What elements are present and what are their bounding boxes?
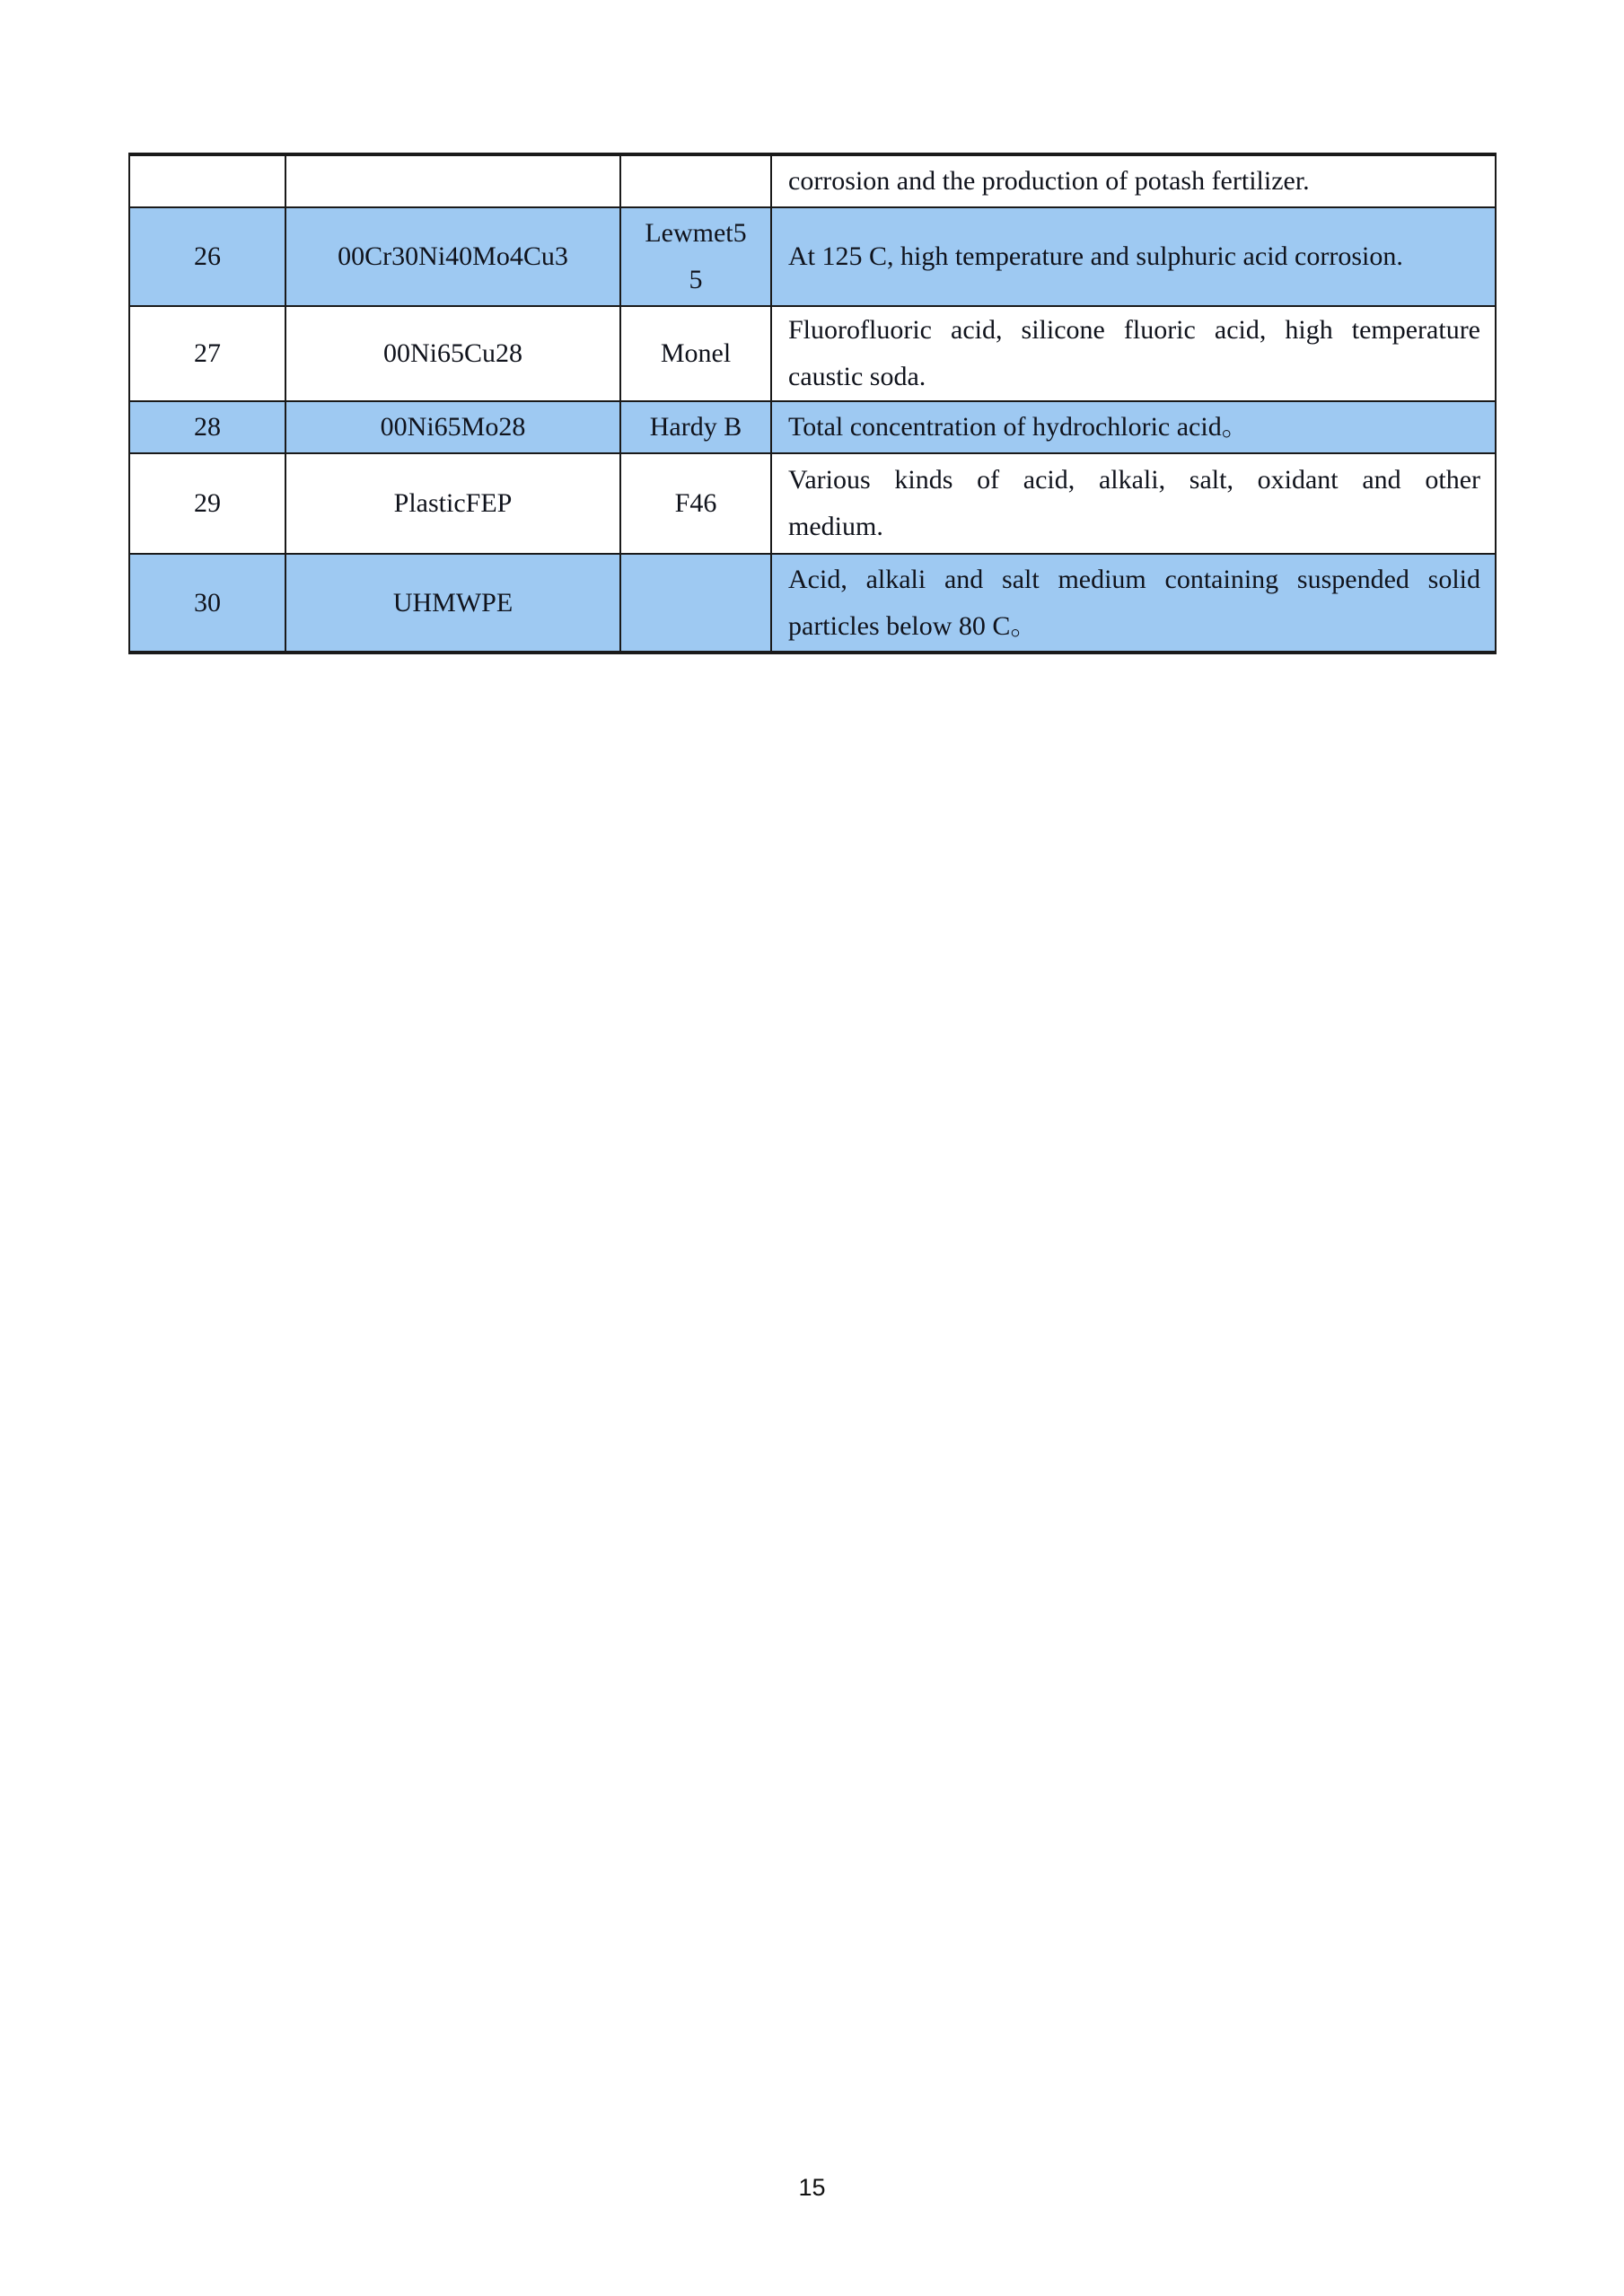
table-row [130, 452, 1495, 553]
text-line: 29 [194, 488, 221, 518]
text-line: corrosion and the production of potash fertilizer. [788, 166, 1310, 196]
cell-row-number [130, 454, 285, 553]
cell-material [285, 555, 619, 651]
text-line: particles below 80 C。 [788, 610, 1038, 641]
table-row [130, 305, 1495, 400]
text-line: 26 [194, 241, 221, 271]
cell-trade-name [619, 454, 770, 553]
text-line: PlasticFEP [393, 488, 513, 518]
cell-material [285, 454, 619, 553]
cell-row-number [130, 156, 285, 206]
cell-description [770, 307, 1495, 400]
table-row [130, 206, 1495, 305]
cell-trade-name [619, 156, 770, 206]
text-line: Lewmet5 [645, 218, 747, 248]
cell-description [770, 402, 1495, 452]
text-line: 00Ni65Mo28 [380, 412, 526, 442]
cell-description [770, 454, 1495, 553]
text-line: 28 [194, 412, 221, 442]
text-line: Various kinds of acid, alkali, salt, oxidant and other [788, 465, 1480, 495]
table-row [130, 553, 1495, 651]
text-line: At 125 C, high temperature and sulphuric acid corrosion. [788, 241, 1403, 271]
cell-trade-name [619, 307, 770, 400]
cell-material [285, 402, 619, 452]
cell-trade-name [619, 402, 770, 452]
cell-description [770, 208, 1495, 305]
cell-description [770, 156, 1495, 206]
cell-trade-name [619, 208, 770, 305]
text-line: 30 [194, 587, 221, 618]
text-line: 27 [194, 338, 221, 368]
cell-material [285, 208, 619, 305]
text-line: medium. [788, 512, 883, 541]
cell-row-number [130, 208, 285, 305]
cell-description [770, 555, 1495, 651]
text-line: Fluorofluoric acid, silicone fluoric acid, high temperature [788, 315, 1480, 345]
page-number: 15 [798, 2174, 826, 2201]
text-line: Hardy B [649, 412, 742, 442]
text-line: UHMWPE [392, 587, 514, 618]
cell-material [285, 307, 619, 400]
text-line: 00Ni65Cu28 [382, 338, 522, 368]
cell-row-number [130, 307, 285, 400]
cell-material [285, 156, 619, 206]
material-table [128, 153, 1497, 654]
cell-row-number [130, 402, 285, 452]
text-line: 5 [689, 265, 703, 294]
cell-trade-name [619, 555, 770, 651]
table-row [130, 156, 1495, 206]
text-line: Acid, alkali and salt medium containing suspended solid [788, 564, 1480, 594]
text-line: F46 [674, 488, 717, 518]
cell-row-number [130, 555, 285, 651]
text-line: Total concentration of hydrochloric acid。 [788, 412, 1249, 442]
text-line: 00Cr30Ni40Mo4Cu3 [338, 241, 568, 271]
text-line: Monel [660, 338, 732, 368]
text-line: caustic soda. [788, 362, 926, 391]
table-row [130, 400, 1495, 452]
